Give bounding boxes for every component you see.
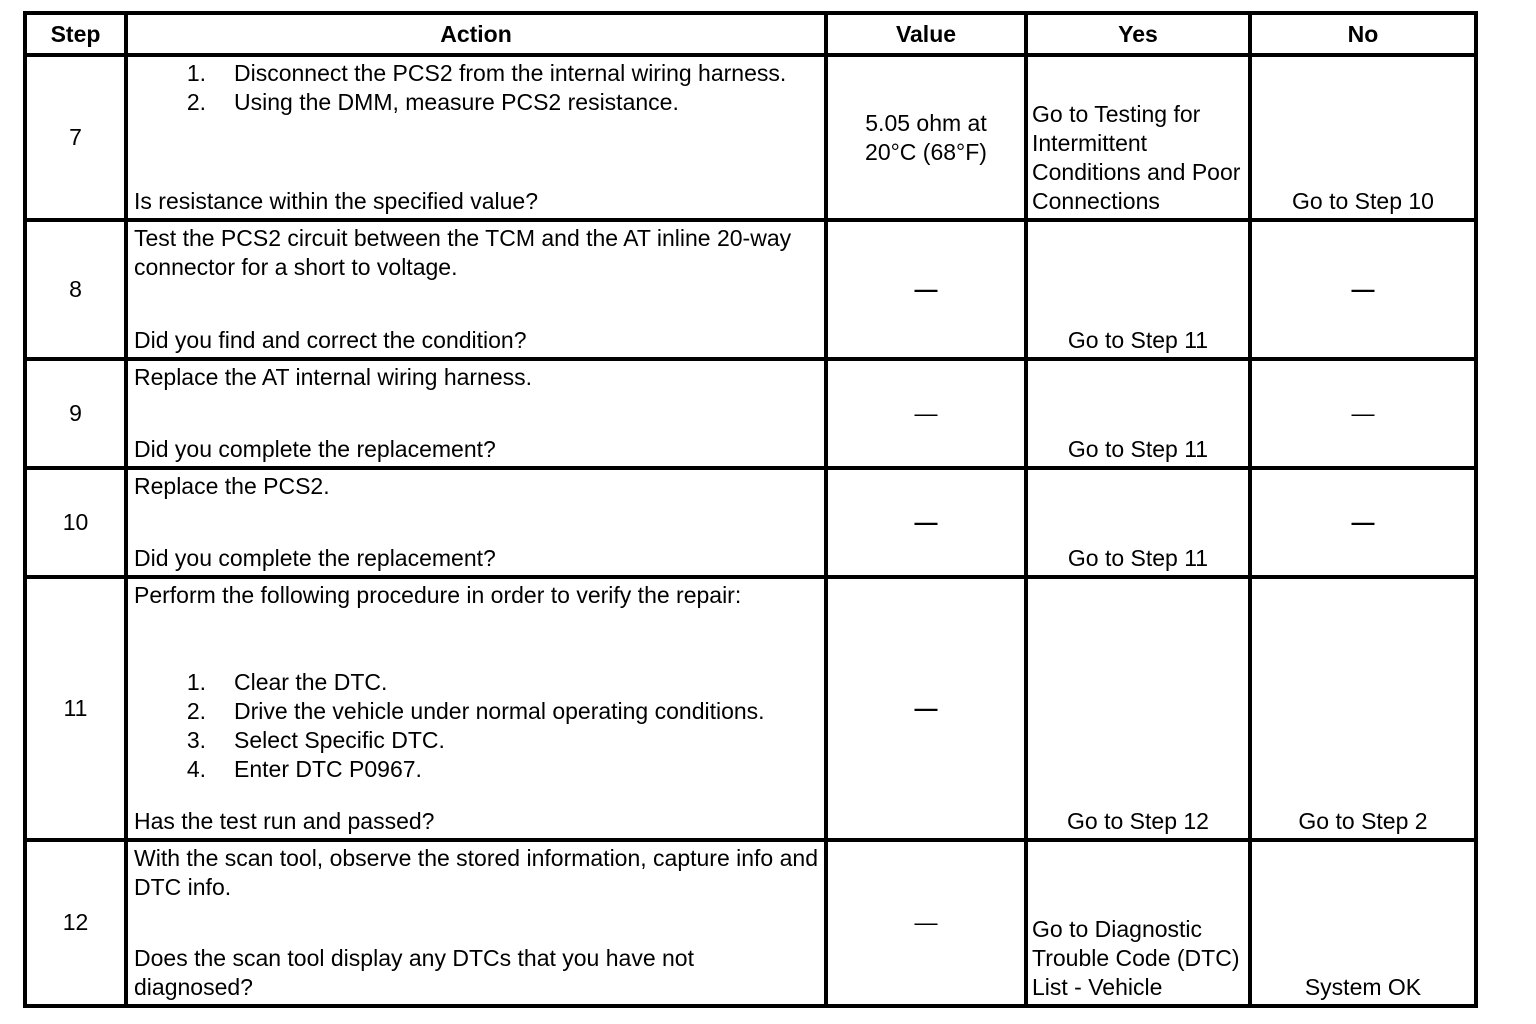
no-cell: [1250, 840, 1476, 1006]
step-number: 8: [25, 220, 126, 358]
list-item: 3. Select Specific DTC.: [186, 727, 445, 754]
table-row: [25, 55, 1476, 220]
yes-cell: [1026, 55, 1250, 220]
list-item: 1. Clear the DTC.: [186, 669, 388, 696]
header-step: Step: [25, 13, 126, 55]
yes-cell: [1026, 840, 1250, 1006]
list-item: 2. Drive the vehicle under normal operating conditions.: [186, 698, 765, 725]
table-row: [25, 468, 1476, 577]
diagnostic-table: [23, 11, 1478, 1008]
list-item: 1. Disconnect the PCS2 from the internal wiring harness.: [186, 60, 787, 87]
step-number: 9: [25, 359, 126, 468]
action-question: Is resistance within the specified value?: [134, 188, 538, 215]
header-yes: Yes: [1026, 13, 1250, 55]
action-cell: [126, 220, 826, 358]
action-text: Replace the PCS2.: [134, 472, 330, 499]
step-number: 10: [25, 468, 126, 577]
header-row: [25, 13, 1476, 55]
yes-link[interactable]: Go to Testing for Intermittent Conditions and Poor Connections: [1032, 101, 1241, 215]
yes-link[interactable]: Go to Step 11: [1067, 435, 1209, 462]
action-text: With the scan tool, observe the stored information, capture info and DTC info.: [134, 844, 818, 900]
no-link[interactable]: System OK: [1304, 974, 1422, 1000]
value-cell: —: [826, 220, 1026, 358]
action-list: [134, 668, 818, 784]
action-cell: [126, 468, 826, 577]
value-cell: —: [826, 840, 1026, 1006]
action-text: Test the PCS2 circuit between the TCM and the AT inline 20-way connector for a short to voltage.: [134, 225, 792, 281]
no-cell: [1250, 55, 1476, 220]
value-cell: —: [826, 359, 1026, 468]
action-question: Has the test run and passed?: [134, 807, 435, 834]
table-row: [25, 220, 1476, 358]
list-item: 2. Using the DMM, measure PCS2 resistance.: [186, 89, 679, 116]
yes-link[interactable]: Go to Step 12: [1067, 807, 1209, 834]
no-cell: [1250, 577, 1476, 840]
no-cell: —: [1250, 468, 1476, 577]
yes-link[interactable]: Go to Step 11: [1067, 545, 1209, 572]
value-cell: —: [826, 577, 1026, 840]
step-number: 11: [25, 577, 126, 840]
list-item: 4. Enter DTC P0967.: [186, 756, 422, 783]
action-text: Perform the following procedure in order to verify the repair:: [134, 582, 742, 609]
step-number: 7: [25, 55, 126, 220]
action-list: [134, 59, 818, 117]
no-cell: —: [1250, 359, 1476, 468]
yes-cell: [1026, 220, 1250, 358]
no-link[interactable]: Go to Step 10: [1292, 188, 1434, 215]
header-action: Action: [126, 13, 826, 55]
yes-link[interactable]: Go to Diagnostic Trouble Code (DTC) List - Vehicle: [1032, 916, 1240, 1000]
table-row: [25, 577, 1476, 840]
no-cell: —: [1250, 220, 1476, 358]
no-link[interactable]: Go to Step 2: [1298, 807, 1428, 834]
action-question: Did you complete the replacement?: [134, 545, 496, 572]
step-number: 12: [25, 840, 126, 1006]
yes-cell: [1026, 359, 1250, 468]
action-cell: [126, 840, 826, 1006]
table-row: [25, 359, 1476, 468]
action-question: Did you complete the replacement?: [134, 435, 496, 462]
table-row: [25, 840, 1476, 1006]
value-cell: —: [826, 468, 1026, 577]
value-cell: 5.05 ohm at 20°C (68°F): [826, 55, 1026, 220]
action-cell: [126, 359, 826, 468]
action-question: Did you find and correct the condition?: [134, 326, 527, 353]
action-text: Replace the AT internal wiring harness.: [134, 363, 533, 390]
action-cell: [126, 55, 826, 220]
header-no: No: [1250, 13, 1476, 55]
header-value: Value: [826, 13, 1026, 55]
yes-cell: [1026, 577, 1250, 840]
action-cell: [126, 577, 826, 840]
action-question: Does the scan tool display any DTCs that you have not diagnosed?: [134, 945, 694, 1000]
yes-link[interactable]: Go to Step 11: [1067, 326, 1209, 353]
yes-cell: [1026, 468, 1250, 577]
